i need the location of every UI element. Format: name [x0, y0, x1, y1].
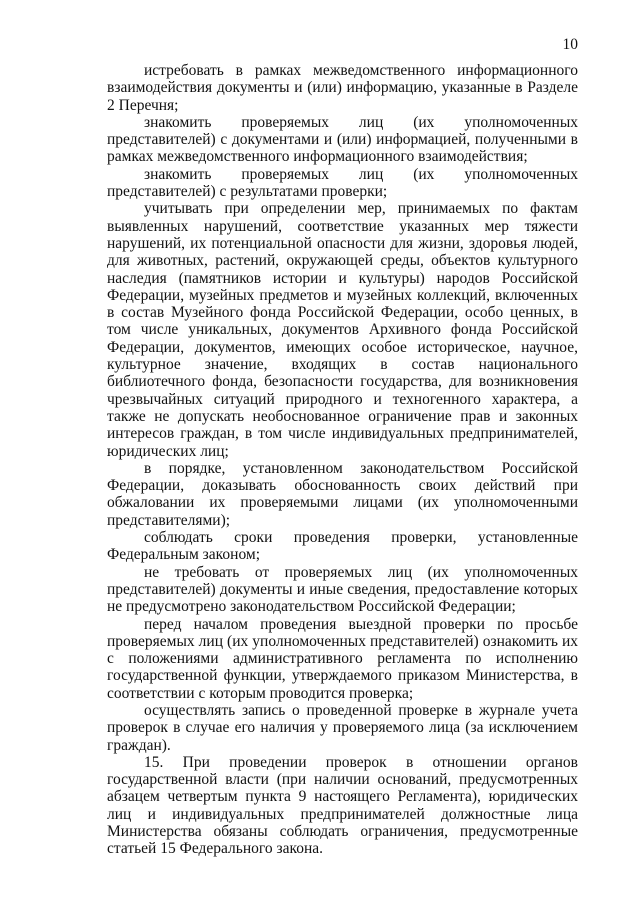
paragraph-familiarize-documents: знакомить проверяемых лиц (их уполномоченных представителей) с документами и (или) информацией, полученными в рамках межведомственного информационного взаимодействия;: [107, 113, 578, 166]
paragraph-journal-record: осуществлять запись о проведенной проверке в журнале учета проверок в случае его наличия у проверяемого лица (за исключением граждан).: [107, 701, 578, 754]
paragraph-familiarize-results: знакомить проверяемых лиц (их уполномоченных представителей) с результатами проверки;: [107, 165, 578, 201]
paragraph-clause-15: 15. При проведении проверок в отношении органов государственной власти (при наличии оснований, предусмотренных абзацем четвертым пункта 9 настоящего Регламента), юридических лиц и индивидуальных предпринимателей должностные лица Министерства обязаны соблюдать ограничения, предусмотренные статьей 15 Федерального закона.: [107, 753, 578, 858]
paragraph-acquaint-regulations: перед началом проведения выездной проверки по просьбе проверяемых лиц (их уполномоченных представителей) ознакомить их с положениями административного регламента по исполнению государственной функции, утверждаемого приказом Министерства, в соответствии с которым проводится проверка;: [107, 615, 578, 702]
page-number: 10: [562, 36, 578, 53]
paragraph-request-documents: истребовать в рамках межведомственного информационного взаимодействия документы и (или) информацию, указанные в Разделе 2 Перечня;: [107, 62, 578, 114]
paragraph-prove-validity: в порядке, установленном законодательством Российской Федерации, доказывать обоснованность своих действий при обжаловании их проверяемыми лицами (их уполномоченными представителями);: [107, 459, 578, 529]
paragraph-not-require-documents: не требовать от проверяемых лиц (их уполномоченных представителей) документы и иные сведения, предоставление которых не предусмотрено законодательством Российской Федерации;: [107, 563, 578, 616]
document-body: [107, 62, 578, 858]
paragraph-consider-measures: учитывать при определении мер, принимаемых по фактам выявленных нарушений, соответствие указанных мер тяжести нарушений, их потенциальной опасности для жизни, здоровья людей, для животных, растений, окружающей среды, объектов культурного наследия (памятников истории и культуры) народов Российской Федерации, музейных предметов и музейных коллекций, включенных в состав Музейного фонда Российской Федерации, особо ценных, в том числе уникальных, документов Архивного фонда Российской Федерации, документов, имеющих особое историческое, научное, культурное значение, входящих в состав национального библиотечного фонда, безопасности государства, для возникновения чрезвычайных ситуаций природного и техногенного характера, а также не допускать необоснованное ограничение прав и законных интересов граждан, в том числе индивидуальных предпринимателей, юридических лиц;: [107, 200, 578, 460]
paragraph-observe-deadlines: соблюдать сроки проведения проверки, установленные Федеральным законом;: [107, 529, 578, 564]
